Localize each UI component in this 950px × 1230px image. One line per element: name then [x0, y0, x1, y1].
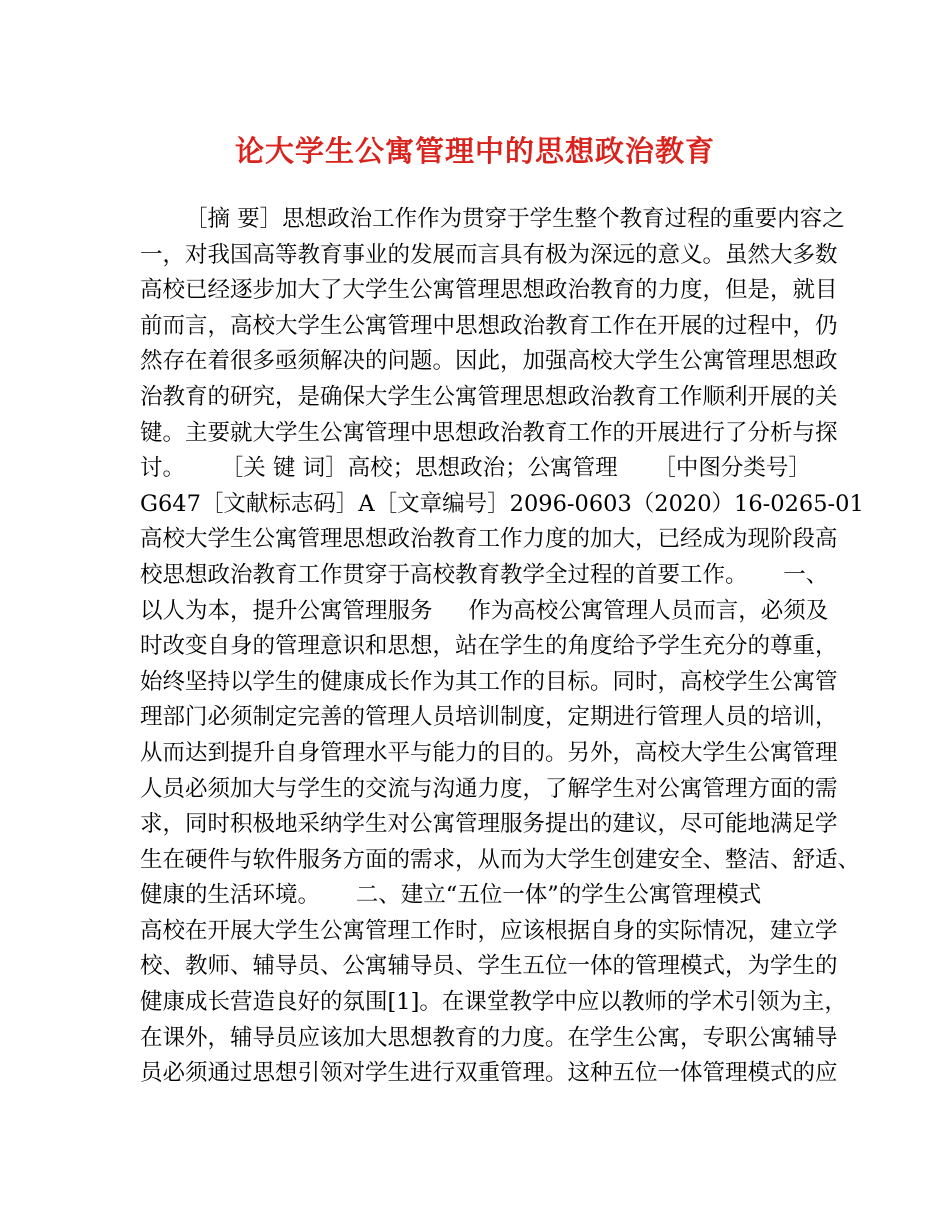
body-line: 一，对我国高等教育事业的发展而言具有极为深远的意义。虽然大多数 [140, 241, 838, 268]
body-line: 前而言，高校大学生公寓管理中思想政治教育工作在开展的过程中，仍 [140, 312, 838, 339]
body-line: 讨。 ［关 键 词］高校；思想政治；公寓管理 ［中图分类号］ [140, 455, 811, 482]
body-line: ［摘 要］思想政治工作作为贯穿于学生整个教育过程的重要内容之 [185, 206, 845, 232]
body-line: 始终坚持以学生的健康成长作为其工作的目标。同时，高校学生公寓管 [140, 668, 838, 695]
body-line: 生在硬件与软件服务方面的需求，从而为大学生创建安全、整洁、舒适、 [140, 846, 861, 873]
document-title: 论大学生公寓管理中的思想政治教育 [234, 134, 715, 168]
body-line: 求，同时积极地采纳学生对公寓管理服务提出的建议，尽可能地满足学 [140, 811, 838, 838]
body-line: 校、教师、辅导员、公寓辅导员、学生五位一体的管理模式，为学生的 [140, 953, 838, 980]
body-line: 健康成长营造良好的氛围[1]。在课堂教学中应以教师的学术引领为主， [140, 989, 847, 1016]
document-body [140, 202, 864, 1092]
body-line: 校思想政治教育工作贯穿于高校教育教学全过程的首要工作。 一、 [140, 561, 829, 588]
body-line: 然存在着很多亟须解决的问题。因此，加强高校大学生公寓管理思想政 [140, 348, 838, 375]
body-line: 理部门必须制定完善的管理人员培训制度，定期进行管理人员的培训， [140, 704, 838, 731]
body-line: 在课外，辅导员应该加大思想教育的力度。在学生公寓，专职公寓辅导 [140, 1024, 838, 1051]
body-line: 高校大学生公寓管理思想政治教育工作力度的加大，已经成为现阶段高 [140, 526, 838, 553]
body-line: 高校在开展大学生公寓管理工作时，应该根据自身的实际情况，建立学 [140, 917, 838, 944]
body-line: 高校已经逐步加大了大学生公寓管理思想政治教育的力度，但是，就目 [140, 277, 838, 304]
body-line: 员必须通过思想引领对学生进行双重管理。这种五位一体管理模式的应 [140, 1060, 838, 1087]
body-line: G647［文献标志码］A［文章编号］2096-0603（2020）16-0265-01 [140, 490, 864, 517]
body-line: 人员必须加大与学生的交流与沟通力度，了解学生对公寓管理方面的需 [140, 775, 838, 802]
body-line: 治教育的研究，是确保大学生公寓管理思想政治教育工作顺利开展的关 [140, 383, 838, 410]
body-line: 键。主要就大学生公寓管理中思想政治教育工作的开展进行了分析与探 [140, 419, 838, 446]
body-line: 以人为本，提升公寓管理服务 作为高校公寓管理人员而言，必须及 [140, 597, 829, 624]
body-line: 健康的生活环境。 二、建立“五位一体”的学生公寓管理模式 [140, 882, 762, 909]
body-line: 时改变自身的管理意识和思想，站在学生的角度给予学生充分的尊重， [140, 633, 838, 660]
body-line: 从而达到提升自身管理水平与能力的目的。另外，高校大学生公寓管理 [140, 739, 838, 766]
